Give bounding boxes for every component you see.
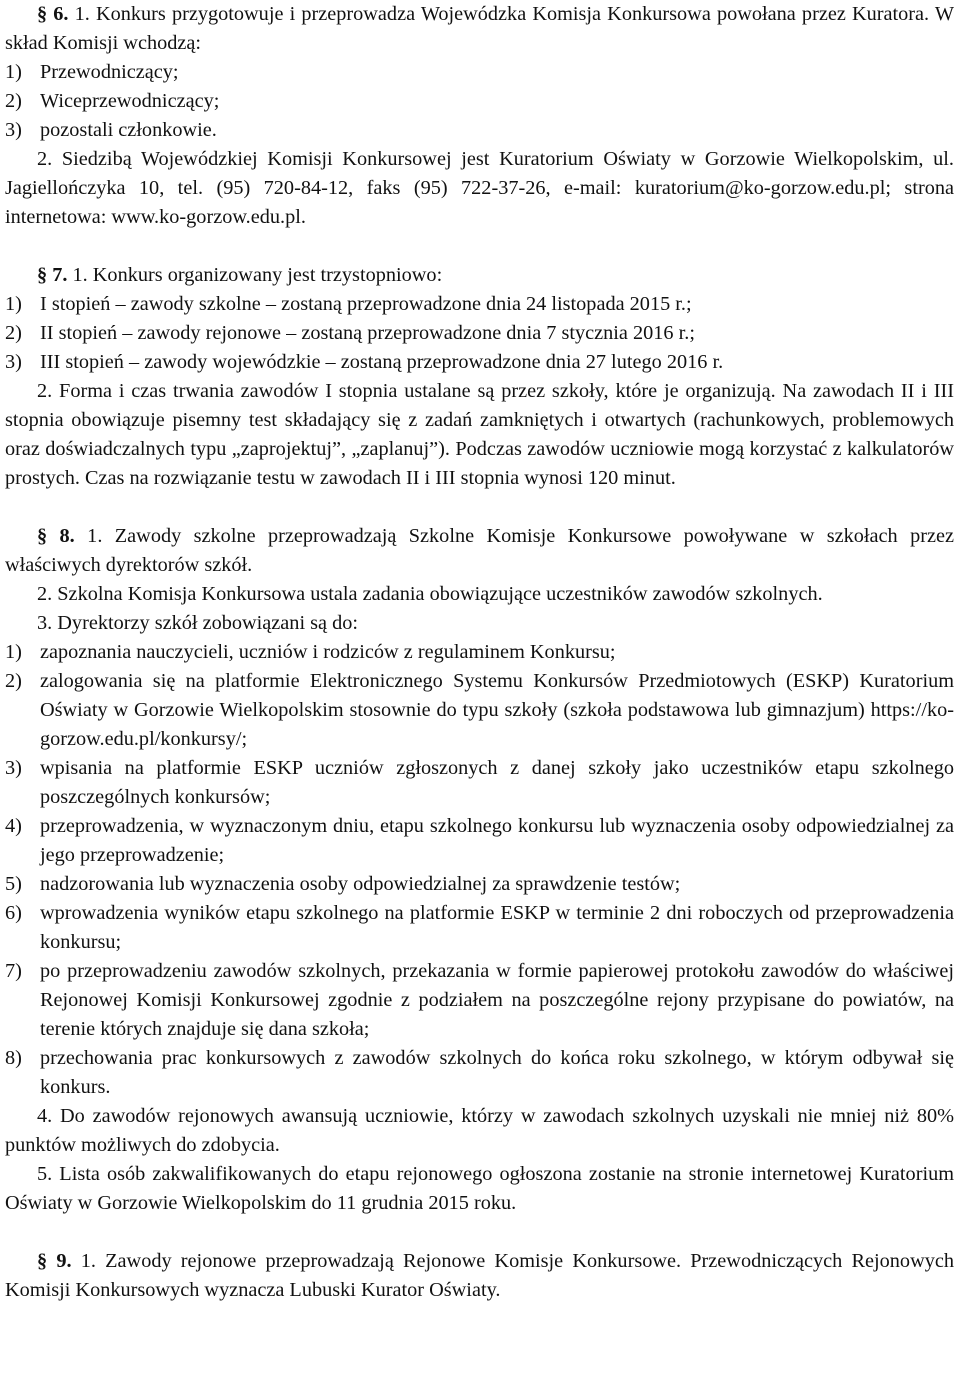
section-9-paragraph-1: [5, 1247, 954, 1305]
section-9-text-1: 1. Zawody rejonowe przeprowadzają Rejonowe Komisje Konkursowe. Przewodniczących Rejonowych Komisji Konkursowych wyznacza Lubuski Kurator Oświaty.: [5, 1250, 955, 1301]
section-8-paragraph-5: 5. Lista osób zakwalifikowanych do etapu rejonowego ogłoszona zostanie na stronie internetowej Kuratorium Oświaty w Gorzowie Wielkopolskim do 11 grudnia 2015 roku.: [5, 1163, 954, 1214]
section-8-text-1: 1. Zawody szkolne przeprowadzają Szkolne Komisje Konkursowe powoływane w szkołach przez właściwych dyrektorów szkół.: [5, 525, 954, 576]
list-text: Przewodniczący;: [40, 61, 179, 83]
list-number: 3): [5, 757, 22, 779]
contest-stages-list: [5, 290, 954, 377]
list-number: 8): [5, 1047, 22, 1069]
list-text: zapoznania nauczycieli, uczniów i rodziców z regulaminem Konkursu;: [40, 641, 616, 663]
section-6-text-1: 1. Konkurs przygotowuje i przeprowadza Wojewódzka Komisja Konkursowa powołana przez Kuratora. W skład Komisji wchodzą:: [5, 3, 955, 54]
section-spacer: [5, 1218, 954, 1247]
list-text: zalogowania się na platformie Elektronicznego Systemu Konkursów Przedmiotowych (ESKP) Kuratorium Oświaty w Gorzowie Wielkopolskim stosownie do typu szkoły (szkoła podstawowa lub gimnazjum) https://ko-gorzow.edu.pl/konkursy/;: [40, 670, 954, 750]
section-8-paragraph-1: [5, 522, 954, 580]
section-7-paragraph-2: 2. Forma i czas trwania zawodów I stopnia ustalane są przez szkoły, które je organizują. Na zawodach II i III stopnia obowiązuje pisemny test składający się z zadań zamkniętych i otwartych (rachunkowych, problemowych oraz doświadczalnych typu „zaprojektuj”, „zaplanuj”). Podczas zawodów uczniowie mogą korzystać z kalkulatorów prostych. Czas na rozwiązanie testu w zawodach II i III stopnia wynosi 120 minut.: [5, 380, 954, 489]
list-item: [5, 754, 954, 812]
list-text: wpisania na platformie ESKP uczniów zgłoszonych z danej szkoły jako uczestników etapu szkolnego poszczególnych konkursów;: [40, 757, 954, 808]
list-text: III stopień – zawody wojewódzkie – zostaną przeprowadzone dnia 27 lutego 2016 r.: [40, 351, 724, 373]
list-item: [5, 87, 954, 116]
list-item: [5, 870, 954, 899]
list-item: [5, 1044, 954, 1102]
list-text: pozostali członkowie.: [40, 119, 217, 141]
section-7-text-1: 1. Konkurs organizowany jest trzystopniowo:: [72, 264, 443, 286]
list-item: [5, 319, 954, 348]
list-number: 1): [5, 641, 22, 663]
section-spacer: [5, 493, 954, 522]
list-number: 4): [5, 815, 22, 837]
list-text: wprowadzenia wyników etapu szkolnego na platformie ESKP w terminie 2 dni roboczych od przeprowadzenia konkursu;: [40, 902, 954, 953]
list-number: 6): [5, 902, 22, 924]
list-item: [5, 58, 954, 87]
list-number: 2): [5, 670, 22, 692]
list-item: [5, 667, 954, 754]
list-number: 1): [5, 61, 22, 83]
list-item: [5, 290, 954, 319]
list-item: [5, 812, 954, 870]
section-8-heading: § 8.: [37, 525, 75, 547]
list-text: Wiceprzewodniczący;: [40, 90, 220, 112]
list-number: 5): [5, 873, 22, 895]
section-8-paragraph-4: 4. Do zawodów rejonowych awansują uczniowie, którzy w zawodach szkolnych uzyskali nie mniej niż 80% punktów możliwych do zdobycia.: [5, 1105, 954, 1156]
list-text: przeprowadzenia, w wyznaczonym dniu, etapu szkolnego konkursu lub wyznaczenia osoby odpowiedzialnej za jego przeprowadzenie;: [40, 815, 954, 866]
list-item: [5, 957, 954, 1044]
list-text: nadzorowania lub wyznaczenia osoby odpowiedzialnej za sprawdzenie testów;: [40, 873, 681, 895]
list-number: 2): [5, 322, 22, 344]
list-item: [5, 638, 954, 667]
list-text: I stopień – zawody szkolne – zostaną przeprowadzone dnia 24 listopada 2015 r.;: [40, 293, 692, 315]
list-text: przechowania prac konkursowych z zawodów szkolnych do końca roku szkolnego, w którym odbywał się konkurs.: [40, 1047, 954, 1098]
section-6-heading: § 6.: [37, 3, 69, 25]
section-8-paragraph-3: 3. Dyrektorzy szkół zobowiązani są do:: [37, 612, 359, 634]
list-item: [5, 348, 954, 377]
section-6-paragraph-1: [5, 0, 954, 58]
list-text: po przeprowadzeniu zawodów szkolnych, przekazania w formie papierowej protokołu zawodów do właściwej Rejonowej Komisji Konkursowej zgodnie z podziałem na poszczególne rejony przypisane do powiatów, na terenie których znajduje się dana szkoła;: [40, 960, 954, 1040]
section-9-heading: § 9.: [37, 1250, 72, 1272]
director-duties-list: [5, 638, 954, 1102]
section-spacer: [5, 232, 954, 261]
section-7-heading: § 7.: [37, 264, 68, 286]
list-number: 1): [5, 293, 22, 315]
list-number: 2): [5, 90, 22, 112]
section-8-paragraph-2: 2. Szkolna Komisja Konkursowa ustala zadania obowiązujące uczestników zawodów szkolnych.: [37, 583, 823, 605]
list-number: 7): [5, 960, 22, 982]
list-number: 3): [5, 351, 22, 373]
list-item: [5, 116, 954, 145]
list-number: 3): [5, 119, 22, 141]
commission-members-list: [5, 58, 954, 145]
list-text: II stopień – zawody rejonowe – zostaną przeprowadzone dnia 7 stycznia 2016 r.;: [40, 322, 695, 344]
section-6-paragraph-2: 2. Siedzibą Wojewódzkiej Komisji Konkursowej jest Kuratorium Oświaty w Gorzowie Wielkopolskim, ul. Jagiellończyka 10, tel. (95) 720-84-12, faks (95) 722-37-26, e-mail: kuratorium@ko-gorzow.edu.pl; strona internetowa: www.ko-gorzow.edu.pl.: [5, 148, 954, 228]
section-7-paragraph-1: [5, 261, 954, 290]
list-item: [5, 899, 954, 957]
